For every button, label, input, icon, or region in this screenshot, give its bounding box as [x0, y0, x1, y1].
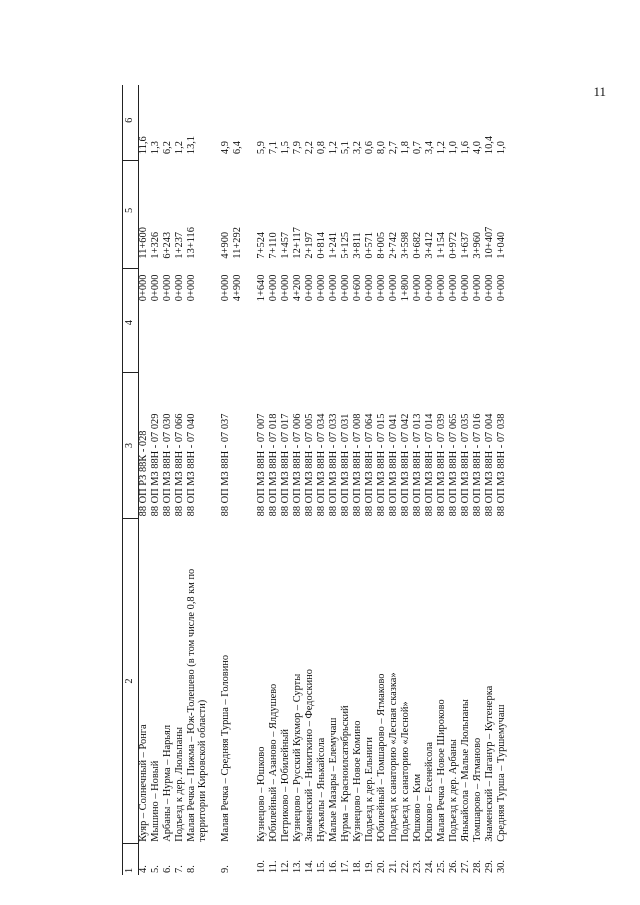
row-number: 22.: [399, 860, 411, 873]
km-end: 13+116: [186, 227, 197, 259]
km-start: 0+000: [447, 274, 459, 302]
km-start: 1+800: [399, 274, 411, 302]
km-start: 0+600: [351, 274, 363, 302]
km-end: 3+412: [423, 231, 435, 259]
row-number: 5.: [150, 865, 161, 873]
length-km: 1,8: [399, 141, 411, 155]
row-number: 9.: [219, 865, 231, 873]
table-row: [187, 85, 209, 875]
length-km: 2,7: [387, 141, 399, 155]
km-end: 6+243: [162, 231, 173, 259]
road-code: 88 ОП МЗ 88Н - 07 015: [375, 413, 387, 517]
km-start: 4+200: [291, 274, 303, 302]
km-start: 0+000: [471, 274, 483, 302]
length-km: 8,0: [375, 141, 387, 155]
length-km: 0,7: [411, 141, 423, 155]
road-name: Арбаны – Нурма – Нарьял: [162, 724, 173, 842]
length-km: 1,3: [150, 141, 161, 155]
km-end: 0+682: [411, 231, 423, 259]
continuation-len2: 6,4: [231, 141, 243, 155]
road-name: Средняя Турша – Туршемучаш: [495, 704, 507, 842]
road-name: Юшково – Есенейсола: [423, 742, 435, 842]
road-name: Подъезд к дер. Арбаны: [447, 739, 459, 842]
length-km: 6,2: [162, 141, 173, 155]
road-code: 88 ОП МЗ 88Н - 07 013: [411, 413, 423, 517]
road-name: Малая Речка – Средняя Турша – Головино: [219, 654, 231, 842]
road-name: Янькайсола – Малые Люльпаны: [459, 699, 471, 842]
road-code: 88 ОП РЗ 88К - 028: [138, 430, 149, 517]
row-number: 28.: [471, 860, 483, 873]
length-km: 5,1: [339, 141, 351, 155]
row-number: 20.: [375, 860, 387, 873]
road-code: 88 ОП МЗ 88Н - 07 029: [150, 413, 161, 517]
km-end: 11+600: [138, 227, 149, 259]
road-code: 88 ОП МЗ 88Н - 07 004: [483, 413, 495, 517]
road-code: 88 ОП МЗ 88Н - 07 008: [351, 413, 363, 517]
km-start: 0+000: [387, 274, 399, 302]
length-km: 10,4: [483, 135, 495, 155]
road-code: 88 ОП МЗ 88Н - 07 039: [435, 413, 447, 517]
road-name: Юшково – Ким: [411, 773, 423, 842]
length-km: 5,9: [255, 141, 267, 155]
page-number: 11: [593, 84, 606, 99]
road-code: 88 ОП МЗ 88Н - 07 014: [423, 413, 435, 517]
road-name: Малая Речка – Новое Широково: [435, 699, 447, 842]
road-code: 88 ОП МЗ 88Н - 07 005: [303, 413, 315, 517]
length-km: 4,0: [471, 141, 483, 155]
km-start: 1+640: [255, 274, 267, 302]
road-name: Подъезд к дер. Ельниги: [363, 737, 375, 842]
length-km: 1,2: [327, 141, 339, 155]
column-header-5: 5: [123, 160, 139, 268]
column-header-3: 3: [123, 373, 139, 519]
km-end: 8+005: [375, 231, 387, 259]
km-start: 0+000: [138, 274, 149, 302]
empty-cell: [233, 844, 245, 875]
table-body: [139, 85, 509, 875]
km-start: 0+000: [279, 274, 291, 302]
road-code: 88 ОП МЗ 88Н - 07 034: [315, 413, 327, 517]
row-number: 21.: [387, 860, 399, 873]
continuation-end2: 11+292: [231, 227, 243, 259]
km-start: 0+000: [423, 274, 435, 302]
km-end: 2+197: [303, 231, 315, 259]
road-code: 88 ОП МЗ 88Н - 07 035: [459, 413, 471, 517]
road-code: 88 ОП МЗ 88Н - 07 033: [327, 413, 339, 517]
km-end: 7+524: [255, 231, 267, 259]
row-number: 12.: [279, 860, 291, 873]
row-number: 23.: [411, 860, 423, 873]
km-end: 1+457: [279, 231, 291, 259]
km-end: 0+571: [363, 231, 375, 259]
km-start: 0+000: [327, 274, 339, 302]
km-end: 5+125: [339, 231, 351, 259]
row-number: 26.: [447, 860, 459, 873]
column-header-6: 6: [123, 85, 139, 160]
km-start: 0+000: [267, 274, 279, 302]
road-name: Подъезд к санаторию «Лесная сказка»: [387, 672, 399, 842]
roads-table: [122, 85, 509, 875]
km-start: 0+000: [174, 274, 185, 302]
road-name: Нурма – Красноилсатябрьский: [339, 705, 351, 842]
road-code: 88 ОП МЗ 88Н - 07 007: [255, 413, 267, 517]
column-header-1: 1: [123, 844, 139, 875]
row-number: 11.: [267, 860, 279, 873]
road-name: Знаменский – Никиткино – Федоскино: [303, 669, 315, 842]
row-number: 25.: [435, 860, 447, 873]
road-code: 88 ОП МЗ 88Н - 07 040: [186, 413, 197, 517]
km-start: 0+000: [339, 274, 351, 302]
km-end: 1+237: [174, 231, 185, 259]
km-end: 1+154: [435, 231, 447, 259]
road-name: Знаменский – Пагануp – Кутенерка: [483, 685, 495, 842]
km-start: 0+000: [411, 274, 423, 302]
empty-cell: [233, 373, 245, 519]
table-row: [497, 85, 509, 875]
km-end: 2+742: [387, 231, 399, 259]
length-km: 7,1: [267, 141, 279, 155]
row-number: 14.: [303, 860, 315, 873]
road-name: Кузнецово – Новое Комино: [351, 720, 363, 842]
km-end: 1+040: [495, 231, 507, 259]
row-number: 27.: [459, 860, 471, 873]
continuation-start2: 4+900: [231, 274, 243, 302]
length-km: 0,8: [315, 141, 327, 155]
road-name: Куяр – Солнечный – Ронга: [138, 724, 149, 842]
rotated-table-container: [122, 85, 640, 875]
road-code: 88 ОП МЗ 88Н - 07 064: [363, 413, 375, 517]
km-end: 10+407: [483, 226, 495, 259]
km-end: 1+637: [459, 231, 471, 259]
km-start: 0+000: [162, 274, 173, 302]
row-number: 15.: [315, 860, 327, 873]
length-km: 7,9: [291, 141, 303, 155]
length-km: 4,9: [219, 141, 231, 155]
row-number: 6.: [162, 865, 173, 873]
length-km: 13,1: [186, 135, 197, 155]
row-number: 16.: [327, 860, 339, 873]
road-code: 88 ОП МЗ 88Н - 07 065: [447, 413, 459, 517]
road-code: 88 ОП МЗ 88Н - 07 016: [471, 413, 483, 517]
road-name: Подъезд к дер. Люльпаны: [174, 727, 185, 842]
road-name: Малые Мазары – Елемучаш: [327, 717, 339, 842]
road-name: Нужъялы – Янькайсола: [315, 737, 327, 842]
length-km: 1,2: [435, 141, 447, 155]
km-end: 12+117: [291, 227, 303, 259]
km-start: 0+000: [495, 274, 507, 302]
row-number: 18.: [351, 860, 363, 873]
km-end: 0+972: [447, 231, 459, 259]
road-code: 88 ОП МЗ 88Н - 07 066: [174, 413, 185, 517]
table-row: [221, 85, 233, 875]
km-end: 3+811: [351, 232, 363, 259]
km-start: 0+000: [150, 274, 161, 302]
km-end: 0+814: [315, 231, 327, 259]
column-header-4: 4: [123, 269, 139, 373]
km-start: 0+000: [459, 274, 471, 302]
km-start: 0+000: [219, 274, 231, 302]
km-start: 0+000: [315, 274, 327, 302]
road-name: Мышино – Новый: [150, 760, 161, 842]
km-start: 0+000: [435, 274, 447, 302]
km-end: 3+960: [471, 231, 483, 259]
length-km: 1,0: [495, 141, 507, 155]
row-number: 4.: [138, 865, 149, 873]
km-start: 0+000: [363, 274, 375, 302]
row-number: 29.: [483, 860, 495, 873]
km-start: 0+000: [186, 274, 197, 302]
km-end: 4+900: [219, 231, 231, 259]
km-start: 0+000: [375, 274, 387, 302]
column-header-2: 2: [123, 518, 139, 843]
row-number: 19.: [363, 860, 375, 873]
km-end: 1+326: [150, 231, 161, 259]
empty-cell: [233, 518, 245, 843]
length-km: 1,2: [174, 141, 185, 155]
length-km: 3,4: [423, 141, 435, 155]
road-name: Подъезд к санаторию «Лесной»: [399, 701, 411, 842]
table-row-continuation: [233, 85, 245, 875]
length-km: 1,6: [459, 141, 471, 155]
road-code: 88 ОП МЗ 88Н - 07 031: [339, 413, 351, 517]
column-header-row: [123, 85, 139, 875]
length-km: 1,0: [447, 141, 459, 155]
road-code: 88 ОП МЗ 88Н - 07 038: [495, 413, 507, 517]
road-code: 88 ОП МЗ 88Н - 07 042: [399, 413, 411, 517]
road-code: 88 ОП МЗ 88Н - 07 037: [219, 413, 231, 517]
road-code: 88 ОП МЗ 88Н - 07 006: [291, 413, 303, 517]
length-km: 1,5: [279, 141, 291, 155]
road-code: 88 ОП МЗ 88Н - 07 041: [387, 413, 399, 517]
km-end: 1+241: [327, 231, 339, 259]
km-end: 3+598: [399, 231, 411, 259]
road-name: Малая Речка – Пижма – Юж-Толешево (в том числе 0,8 км по территории Кировской области): [186, 568, 208, 842]
road-name: Кузнецово – Русский Кукмор – Сурты: [291, 673, 303, 842]
length-km: 11,6: [138, 136, 149, 155]
road-name: Юбилейный – Томшарово – Ятмаково: [375, 673, 387, 842]
road-name: Кузнецово – Юшково: [255, 746, 267, 842]
row-number: 13.: [291, 860, 303, 873]
length-km: 3,2: [351, 141, 363, 155]
row-number: 10.: [255, 860, 267, 873]
km-end: 7+110: [267, 232, 279, 259]
road-code: 88 ОП МЗ 88Н - 07 018: [267, 413, 279, 517]
row-number: 17.: [339, 860, 351, 873]
length-km: 2,2: [303, 141, 315, 155]
road-name: Юбилейный – Азаново – Ялдушево: [267, 683, 279, 842]
row-number: 24.: [423, 860, 435, 873]
road-code: 88 ОП МЗ 88Н - 07 017: [279, 413, 291, 517]
length-km: 0,6: [363, 141, 375, 155]
km-start: 0+000: [303, 274, 315, 302]
road-name: Петриково – Юбилейный: [279, 729, 291, 842]
road-name: Томшарово – Ятманово: [471, 737, 483, 842]
km-start: 0+000: [483, 274, 495, 302]
road-code: 88 ОП МЗ 88Н - 07 030: [162, 413, 173, 517]
row-number: 8.: [186, 865, 197, 873]
row-number: 30.: [495, 860, 507, 873]
row-number: 7.: [174, 865, 185, 873]
